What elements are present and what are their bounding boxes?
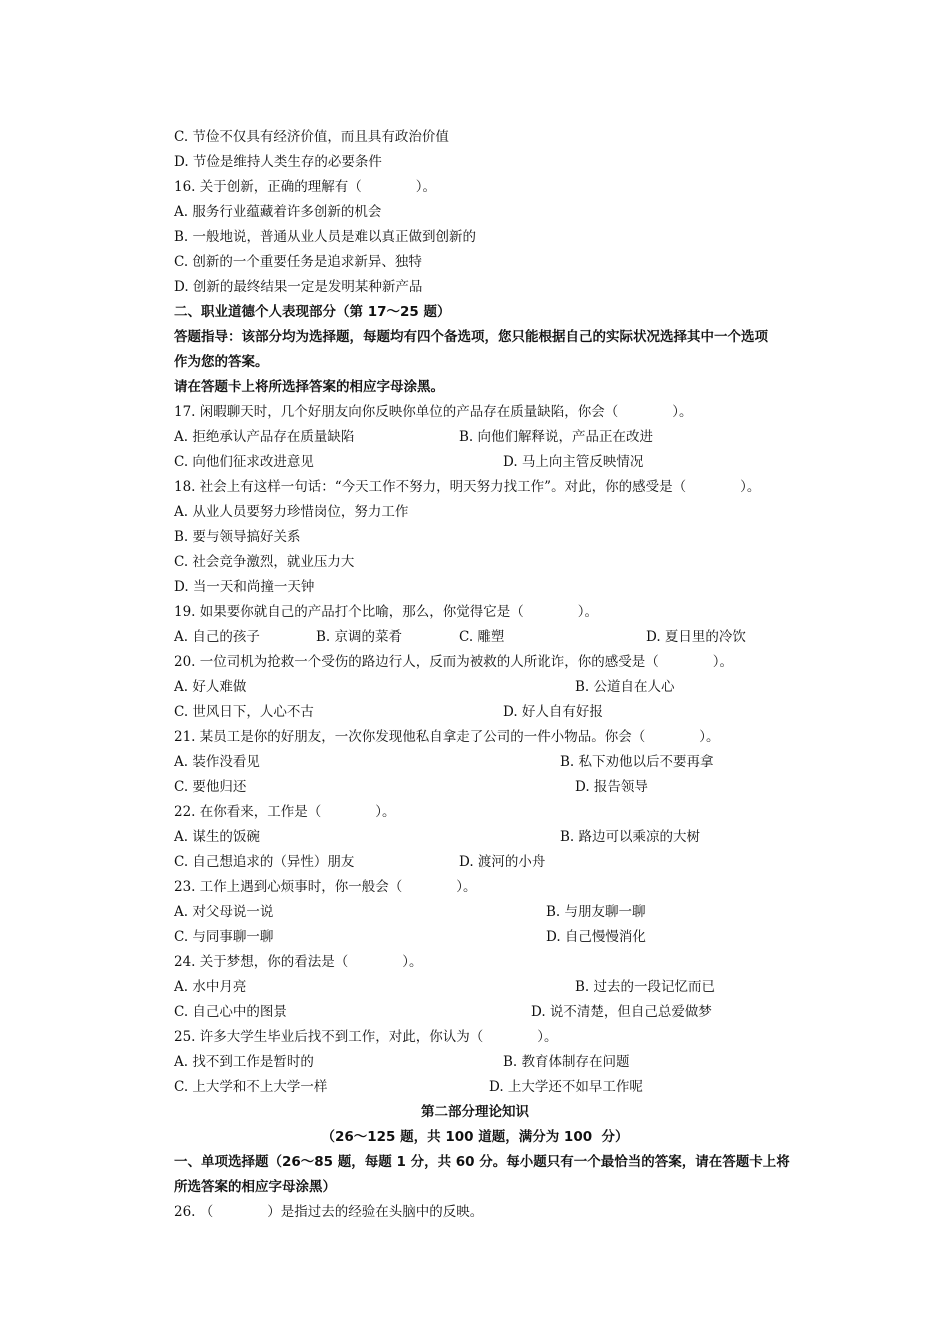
- option-18c: C. 社会竞争激烈，就业压力大: [174, 554, 355, 570]
- part-title: 第二部分理论知识: [421, 1104, 529, 1120]
- option-16b: B. 一般地说，普通从业人员是难以真正做到创新的: [174, 229, 477, 245]
- question-21: 21. 某员工是你的好朋友，一次你发现他私自拿走了公司的一件小物品。你会（ ）。: [174, 729, 720, 745]
- question-17: 17. 闲暇聊天时，几个好朋友向你反映你单位的产品存在质量缺陷，你会（ ）。: [174, 404, 693, 420]
- option-21b: B. 私下劝他以后不要再拿: [560, 754, 714, 770]
- option-22d: D. 渡河的小舟: [459, 854, 546, 870]
- part-subtitle: （26～125 题，共 100 道题，满分为 100 分）: [321, 1129, 629, 1145]
- option-16d: D. 创新的最终结果一定是发明某种新产品: [174, 279, 423, 295]
- option-25b: B. 教育体制存在问题: [503, 1054, 630, 1070]
- option-15d: D. 节俭是维持人类生存的必要条件: [174, 154, 382, 170]
- question-23: 23. 工作上遇到心烦事时，你一般会（ ）。: [174, 879, 477, 895]
- option-24a: A. 水中月亮: [174, 979, 247, 995]
- option-20d: D. 好人自有好报: [503, 704, 603, 720]
- single-choice-heading: 一、单项选择题（26～85 题，每题 1 分，共 60 分。每小题只有一个最恰当的答案，请在答题卡上将: [174, 1154, 790, 1170]
- option-22b: B. 路边可以乘凉的大树: [560, 829, 701, 845]
- option-20a: A. 好人难做: [174, 679, 247, 695]
- answer-guidance: 答题指导：该部分均为选择题，每题均有四个备选项，您只能根据自己的实际状况选择其中一个选项: [174, 329, 768, 345]
- option-25a: A. 找不到工作是暂时的: [174, 1054, 314, 1070]
- option-16c: C. 创新的一个重要任务是追求新异、独特: [174, 254, 422, 270]
- answer-card-instruction: 请在答题卡上将所选择答案的相应字母涂黑。: [174, 379, 444, 395]
- option-25d: D. 上大学还不如早工作呢: [489, 1079, 643, 1095]
- option-17d: D. 马上向主管反映情况: [503, 454, 644, 470]
- option-24d: D. 说不清楚，但自己总爱做梦: [531, 1004, 712, 1020]
- question-18: 18. 社会上有这样一句话：“今天工作不努力，明天努力找工作”。对此，你的感受是（ ）。: [174, 479, 761, 495]
- option-24c: C. 自己心中的图景: [174, 1004, 287, 1020]
- question-20: 20. 一位司机为抢救一个受伤的路边行人，反而为被救的人所讹诈，你的感受是（ ）。: [174, 654, 734, 670]
- question-24: 24. 关于梦想，你的看法是（ ）。: [174, 954, 423, 970]
- option-21a: A. 装作没看见: [174, 754, 260, 770]
- option-22c: C. 自己想追求的（异性）朋友: [174, 854, 355, 870]
- option-20b: B. 公道自在人心: [575, 679, 675, 695]
- option-19b: B. 京调的菜肴: [316, 629, 403, 645]
- option-20c: C. 世风日下，人心不古: [174, 704, 314, 720]
- option-23a: A. 对父母说一说: [174, 904, 274, 920]
- question-22: 22. 在你看来，工作是（ ）。: [174, 804, 396, 820]
- option-18b: B. 要与领导搞好关系: [174, 529, 301, 545]
- question-25: 25. 许多大学生毕业后找不到工作，对此，你认为（ ）。: [174, 1029, 558, 1045]
- single-choice-heading-cont: 所选答案的相应字母涂黑）: [174, 1179, 336, 1195]
- option-23d: D. 自己慢慢消化: [546, 929, 646, 945]
- option-19d: D. 夏日里的冷饮: [646, 629, 746, 645]
- question-16: 16. 关于创新，正确的理解有（ ）。: [174, 179, 437, 195]
- option-21c: C. 要他归还: [174, 779, 247, 795]
- option-18d: D. 当一天和尚撞一天钟: [174, 579, 315, 595]
- question-19: 19. 如果要你就自己的产品打个比喻，那么，你觉得它是（ ）。: [174, 604, 599, 620]
- option-19a: A. 自己的孩子: [174, 629, 260, 645]
- option-15c: C. 节俭不仅具有经济价值，而且具有政治价值: [174, 129, 449, 145]
- option-17c: C. 向他们征求改进意见: [174, 454, 314, 470]
- option-23b: B. 与朋友聊一聊: [546, 904, 646, 920]
- option-21d: D. 报告领导: [575, 779, 648, 795]
- option-25c: C. 上大学和不上大学一样: [174, 1079, 328, 1095]
- option-22a: A. 谋生的饭碗: [174, 829, 260, 845]
- option-23c: C. 与同事聊一聊: [174, 929, 274, 945]
- question-26: 26. （ ）是指过去的经验在头脑中的反映。: [174, 1204, 484, 1220]
- option-24b: B. 过去的一段记忆而已: [575, 979, 716, 995]
- option-19c: C. 雕塑: [459, 629, 505, 645]
- option-17a: A. 拒绝承认产品存在质量缺陷: [174, 429, 355, 445]
- option-17b: B. 向他们解释说，产品正在改进: [459, 429, 654, 445]
- option-18a: A. 从业人员要努力珍惜岗位，努力工作: [174, 504, 409, 520]
- answer-guidance-cont: 作为您的答案。: [174, 354, 269, 370]
- section-heading: 二、职业道德个人表现部分（第 17～25 题）: [174, 304, 451, 320]
- option-16a: A. 服务行业蕴藏着许多创新的机会: [174, 204, 382, 220]
